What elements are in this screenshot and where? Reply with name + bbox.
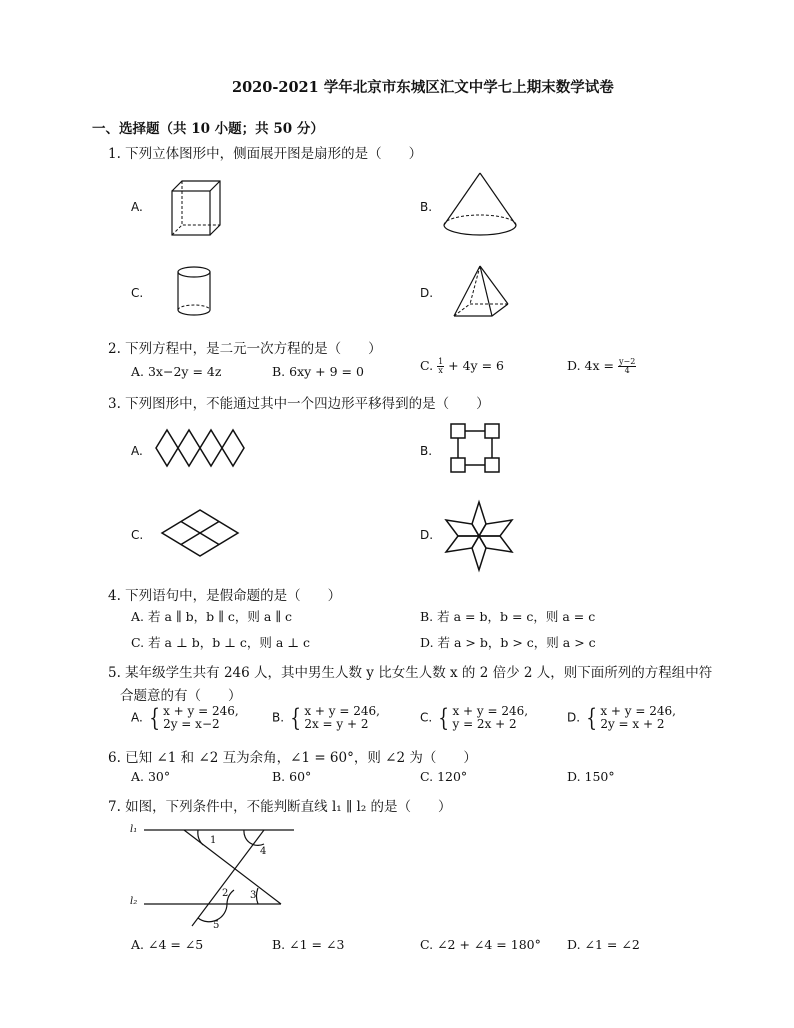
q5-c-brace: { (438, 704, 450, 732)
q5-c-eq1: x + y = 246, (452, 704, 529, 718)
page-title: 2020-2021 学年北京市东城区汇文中学七上期末数学试卷 (232, 79, 614, 96)
rhombus-chain-figure (155, 428, 247, 468)
q3-option-d-label[interactable]: D. (420, 528, 434, 542)
q1-option-b-label[interactable]: B. (420, 200, 433, 214)
label-l1: l₁ (130, 824, 138, 835)
question-7-stem: 7. 如图，下列条件中，不能判断直线 l₁ ∥ l₂ 的是（ ） (108, 799, 452, 815)
q7-option-b[interactable]: B. ∠1 = ∠3 (272, 937, 345, 952)
q5-option-d[interactable] (567, 705, 676, 731)
question-5-stem-line1: 5. 某年级学生共有 246 人，其中男生人数 y 比女生人数 x 的 2 倍少 2 人，则下面所列的方程组中符 (108, 665, 713, 681)
q5-b-system (304, 705, 380, 731)
q4-option-c[interactable]: C. 若 a ⊥ b，b ⊥ c，则 a ⊥ c (131, 635, 311, 650)
q5-a-eq1: x + y = 246, (163, 704, 239, 718)
q2-d-numerator: y−2 (618, 357, 636, 366)
q4-option-a[interactable]: A. 若 a ∥ b，b ∥ c，则 a ∥ c (131, 609, 292, 624)
q2-c-denominator: x (438, 366, 443, 375)
q1-option-a-label[interactable]: A. (131, 200, 143, 214)
q6-option-c[interactable]: C. 120° (420, 769, 468, 784)
angle-4-label: 4 (260, 846, 267, 857)
q2-option-a[interactable]: A. 3x−2y = 4z (131, 364, 222, 379)
q5-option-b[interactable] (272, 705, 380, 731)
q5-option-a[interactable] (131, 705, 239, 731)
q5-c-eq2: y = 2x + 2 (452, 717, 517, 731)
q6-option-a[interactable]: A. 30° (131, 769, 171, 784)
q4-option-b[interactable]: B. 若 a = b，b = c，则 a = c (420, 609, 596, 624)
angle-3-label: 3 (250, 890, 257, 901)
q2-d-fraction (618, 358, 636, 375)
q2-option-c[interactable] (420, 358, 504, 375)
q5-b-label: B. (272, 710, 285, 725)
q5-d-system (600, 705, 676, 731)
q2-c-label: C. (420, 358, 434, 373)
parallel-lines-figure (126, 818, 301, 936)
q2-d-denominator: 4 (624, 366, 630, 375)
label-l2: l₂ (130, 896, 138, 907)
pyramid-figure (452, 264, 512, 322)
q5-a-system (163, 705, 239, 731)
q3-option-b-label[interactable]: B. (420, 444, 433, 458)
question-5-stem-line2: 合题意的有（ ） (120, 688, 242, 704)
q5-c-system (452, 705, 528, 731)
q5-d-eq2: 2y = x + 2 (600, 717, 665, 731)
q7-option-a[interactable]: A. ∠4 = ∠5 (131, 937, 204, 952)
section-heading: 一、选择题（共 10 小题；共 50 分） (92, 121, 324, 137)
q5-a-brace: { (149, 704, 160, 732)
question-4-stem: 4. 下列语句中，是假命题的是（ ） (108, 588, 342, 604)
q6-option-d[interactable]: D. 150° (567, 769, 615, 784)
question-2-stem: 2. 下列方程中，是二元一次方程的是（ ） (108, 341, 382, 357)
q5-option-c[interactable] (420, 705, 528, 731)
q2-option-d[interactable] (567, 358, 636, 375)
question-6-stem: 6. 已知 ∠1 和 ∠2 互为余角，∠1 = 60°，则 ∠2 为（ ） (108, 750, 477, 766)
q5-a-eq2: 2y = x−2 (163, 717, 220, 731)
q7-option-d[interactable]: D. ∠1 = ∠2 (567, 937, 640, 952)
q5-d-eq1: x + y = 246, (600, 704, 676, 718)
q3-option-c-label[interactable]: C. (131, 528, 144, 542)
star-figure (444, 500, 514, 572)
q5-b-brace: { (290, 704, 302, 732)
cube-figure (170, 178, 222, 238)
angle-1-label: 1 (210, 835, 217, 846)
q2-c-numerator: 1 (438, 357, 444, 366)
angle-5-label: 5 (213, 920, 220, 931)
q2-d-label: D. 4x = (567, 358, 614, 373)
q5-b-eq1: x + y = 246, (304, 704, 380, 718)
cylinder-figure (176, 264, 216, 320)
q2-c-fraction (437, 358, 444, 375)
q5-a-label: A. (131, 710, 143, 725)
angle-2-label: 2 (222, 888, 229, 899)
q3-option-a-label[interactable]: A. (131, 444, 143, 458)
cone-figure (442, 170, 518, 240)
q4-option-d[interactable]: D. 若 a > b，b > c，则 a > c (420, 635, 596, 650)
q1-option-d-label[interactable]: D. (420, 286, 434, 300)
q5-c-label: C. (420, 710, 433, 725)
q2-c-rest: + 4y = 6 (448, 358, 504, 373)
q2-option-b[interactable]: B. 6xy + 9 = 0 (272, 364, 364, 379)
q5-d-label: D. (567, 710, 581, 725)
rhombus-cross-figure (160, 508, 240, 558)
question-3-stem: 3. 下列图形中，不能通过其中一个四边形平移得到的是（ ） (108, 396, 490, 412)
question-1-stem: 1. 下列立体图形中，侧面展开图是扇形的是（ ） (108, 146, 423, 162)
q6-option-b[interactable]: B. 60° (272, 769, 312, 784)
q5-b-eq2: 2x = y + 2 (304, 717, 369, 731)
q5-d-brace: { (586, 704, 598, 732)
q1-option-c-label[interactable]: C. (131, 286, 144, 300)
q7-option-c[interactable]: C. ∠2 + ∠4 = 180° (420, 937, 541, 952)
squares-grid-figure (449, 422, 505, 478)
